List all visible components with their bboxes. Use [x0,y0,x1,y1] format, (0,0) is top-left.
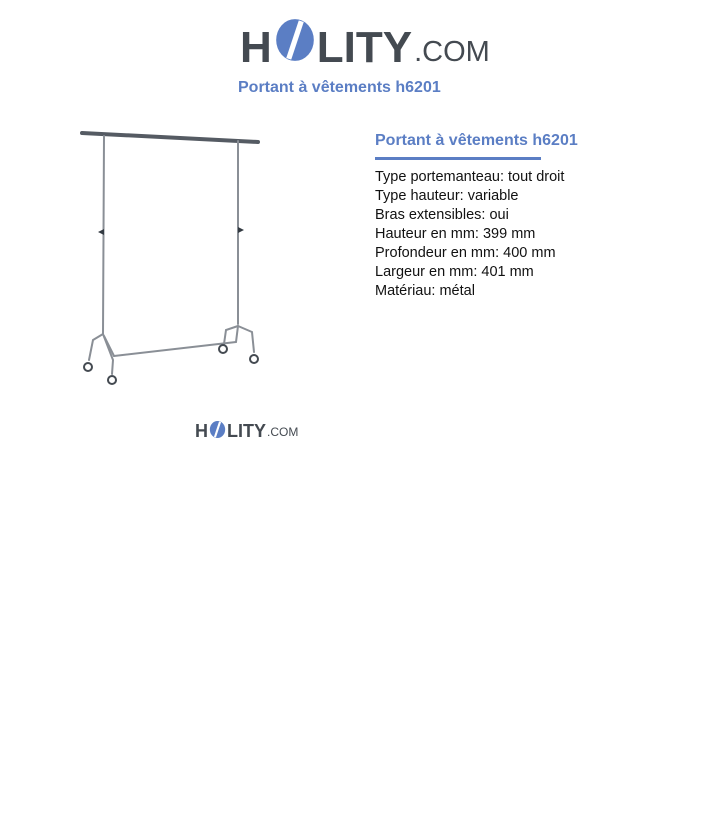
spec-materiau: Matériau: métal [375,283,475,299]
logo-small-text-lity: LITY [227,421,266,441]
title-underline [375,157,541,160]
holity-logo[interactable] [240,10,490,70]
logo-small-text-h: H [195,421,208,441]
spec-type-portemanteau: Type portemanteau: tout droit [375,169,565,185]
product-title: Portant à vêtements h6201 [375,132,578,149]
logo-text-lity: LITY [316,23,413,72]
logo-small-o-icon [209,420,226,439]
spec-bras-extensibles: Bras extensibles: oui [375,207,509,223]
holity-logo-small [195,418,298,440]
spec-profondeur: Profondeur en mm: 400 mm [375,245,556,261]
product-info [375,131,695,301]
spec-type-hauteur: Type hauteur: variable [375,188,519,204]
logo-text-com: .COM [414,36,490,68]
page-title: Portant à vêtements h6201 [238,79,441,96]
logo-text-h: H [240,23,272,72]
spec-hauteur: Hauteur en mm: 399 mm [375,226,536,242]
product-image [76,124,276,394]
spec-largeur: Largeur en mm: 401 mm [375,264,534,280]
logo-o-icon [274,17,316,63]
logo-small-text-com: .COM [267,425,299,439]
